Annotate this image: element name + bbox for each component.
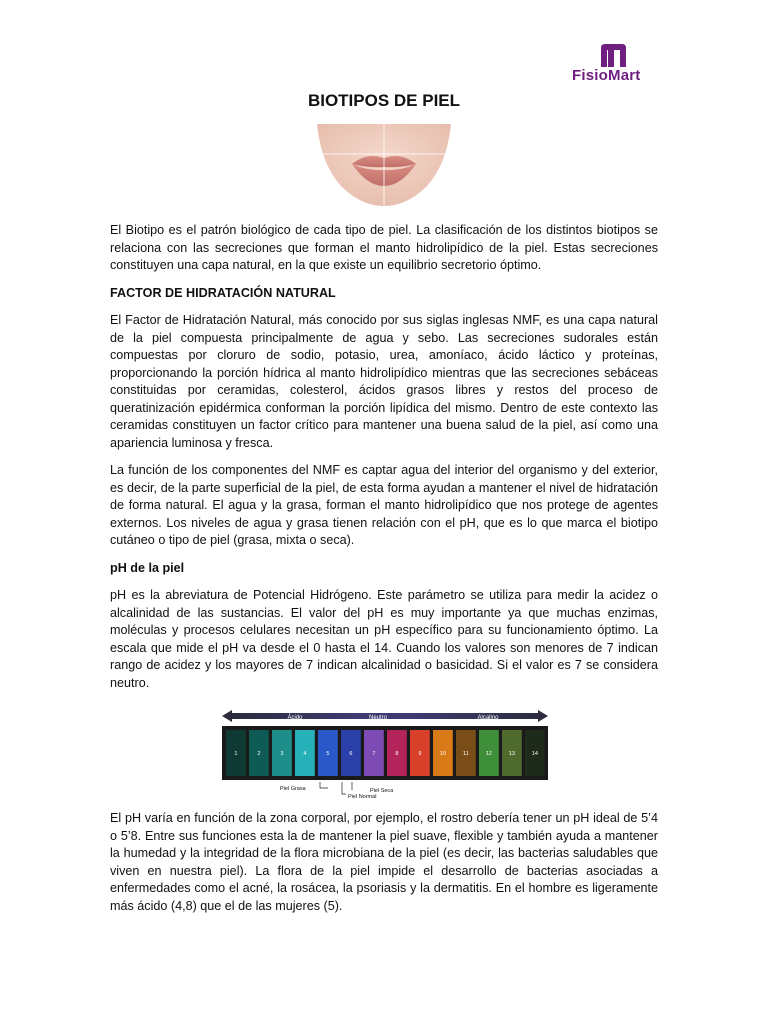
- document-body: [110, 222, 658, 702]
- nmf-heading: FACTOR DE HIDRATACIÓN NATURAL: [110, 285, 336, 300]
- ph-cell-label-5: 5: [326, 751, 330, 757]
- ph-heading: pH de la piel: [110, 560, 185, 575]
- ph-paragraph-2: El pH varía en función de la zona corporal, por ejemplo, el rostro debería tener un pH ideal de 5’4 o 5’8. Entre sus funciones esta la de mantener la piel suave, flexible y también ayuda a mantener la humedad y la integridad de la flora microbiana de la piel (es decir, las bacterias saludables que viven en nuestra piel). La flora de la piel impide el desarrollo de bacterias asociadas a enfermedades como el acné, la rosácea, la psoriasis y la dermatitis. En el hombre es ligeramente más ácido (4,8) que el de las mujeres (5).: [110, 811, 658, 913]
- ph-cell-label-13: 13: [508, 751, 515, 757]
- nmf-paragraph-2: La función de los componentes del NMF es captar agua del interior del organismo y del exterior, es decir, de la parte superficial de la piel, de esta forma ayudan a mantener el nivel de hidratación de forma natural. El agua y la grasa, forman el manto hidrolipídico que nos protege de agentes externos. Los niveles de agua y grasa tienen relación con el pH, que es lo que marca el biotipo cutáneo o tipo de piel (grasa, mixta o seca).: [110, 463, 658, 547]
- ph-cell-label-4: 4: [303, 751, 307, 757]
- intro-paragraph: El Biotipo es el patrón biológico de cada tipo de piel. La clasificación de los distintos biotipos se relaciona con las secreciones que forman el manto hidrolipídico de la piel. Estas secreciones constituyen una capa natural, en la que existe un equilibrio secretorio óptimo.: [110, 223, 658, 272]
- fisiomart-logo: [568, 43, 658, 87]
- ph-zone-alkaline: Alcalino: [477, 715, 499, 721]
- nmf-paragraph-1: El Factor de Hidratación Natural, más conocido por sus siglas inglesas NMF, es una capa natural de la piel compuesta principalmente de agua y sebo. Las secreciones sudorales están compuestas por cloruro de sodio, potasio, urea, amoníaco, ácido láctico y proteínas, proporcionando la porción hídrica al manto hidrolipídico mientras que las secreciones sebáceas constituidas por ceramidas, colesterol, ácidos grasos libres y restos del proceso de queratinización epidérmica conforman la porción lipídica del mismo. Dentro de este contexto las ceramidas constituyen un factor crítico para mantener una buena salud de la piel, así como una apariencia luminosa y fresca.: [110, 313, 658, 450]
- label-piel-grasa: Piel Grasa: [280, 786, 306, 792]
- logo-wordmark: FisioMart: [572, 67, 641, 84]
- page-title: BIOTIPOS DE PIEL: [307, 91, 461, 110]
- ph-cell-label-8: 8: [395, 751, 399, 757]
- ph-scale-bar: [222, 726, 548, 780]
- ph-cell-label-6: 6: [349, 751, 353, 757]
- ph-cell-label-7: 7: [372, 751, 376, 757]
- ph-paragraph-1: pH es la abreviatura de Potencial Hidrógeno. Este parámetro se utiliza para medir la acidez o alcalinidad de las sustancias. El valor del pH es muy importante ya que muchas enzimas, moléculas y procesos celulares necesitan un pH específico para su funcionamiento óptimo. La escala que mide el pH va desde el 0 hasta el 14. Cuando los valores son menores de 7 indican rango de acidez y los mayores de 7 indican alcalinidad o basicidad. Si el valor es 7 se considera neutro.: [110, 588, 658, 690]
- ph-cell-label-11: 11: [463, 751, 469, 757]
- ph-cell-label-3: 3: [280, 751, 284, 757]
- ph-cell-label-2: 2: [257, 751, 261, 757]
- ph-zone-neutral: Neutro: [368, 715, 388, 721]
- ph-annotations: [320, 782, 352, 794]
- ph-cell-label-9: 9: [418, 751, 422, 757]
- ph-cell-label-10: 10: [439, 751, 446, 757]
- ph-cell-label-12: 12: [485, 751, 492, 757]
- ph-scale-figure: [220, 708, 550, 804]
- fisiomart-logo-icon: [598, 43, 628, 67]
- label-piel-seca: Piel Seca: [370, 788, 394, 794]
- face-lips-image: [307, 124, 461, 206]
- ph-zone-acid: Ácido: [287, 715, 303, 721]
- ph-cell-label-1: 1: [234, 751, 238, 757]
- ph-cell-label-14: 14: [531, 751, 538, 757]
- label-piel-normal: Piel Normal: [348, 794, 377, 800]
